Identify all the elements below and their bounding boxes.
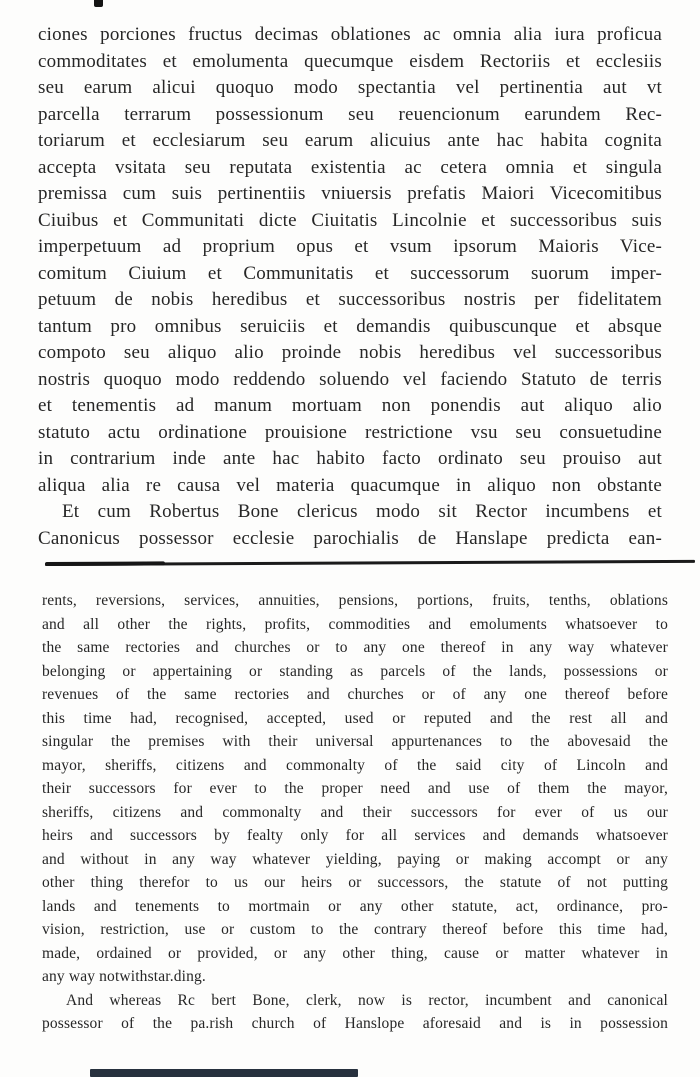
text-line: this time had, recognised, accepted, used or reputed and the rest all and — [42, 709, 668, 727]
text-line: aliqua alia re causa vel materia quacumque in aliquo non obstante — [38, 474, 662, 496]
text-line: singular the premises with their universal appurtenances to the abovesaid the — [42, 733, 668, 750]
text-line: seu earum alicui quoquo modo spectantia vel pertinentia aut vt — [38, 77, 662, 98]
text-line: heirs and successors by fealty only for all services and demands whatsoever — [42, 827, 668, 844]
text-line: nostris quoquo modo reddendo soluendo vel faciendo Statuto de terris — [38, 368, 662, 390]
scan-artifact-bottom-bar — [90, 1069, 358, 1077]
text-line: other thing therefor to us our heirs or successors, the statute of not putting — [42, 874, 668, 891]
text-line: sheriffs, citizens and commonalty and their successors for ever of us our — [42, 803, 668, 821]
text-line: petuum de nobis heredibus et successoribus nostris per fidelitatem — [38, 289, 662, 310]
text-line: premissa cum suis pertinentiis vniuersis prefatis Maiori Vicecomitibus — [38, 183, 662, 204]
text-line: Ciuibus et Communitati dicte Ciuitatis Lincolnie et successoribus suis — [38, 209, 662, 231]
text-line: revenues of the same rectories and churches or of any one thereof before — [42, 686, 668, 703]
english-translation-block — [42, 589, 668, 1036]
text-line: compoto seu aliquo alio proinde nobis heredibus vel successoribus — [38, 342, 662, 363]
text-line: toriarum et ecclesiarum seu earum alicuius ante hac habita cognita — [38, 130, 662, 151]
text-line: tantum pro omnibus seruiciis et demandis quibuscunque et absque — [38, 315, 662, 337]
text-line: Canonicus possessor ecclesie parochialis de Hanslape predicta ean- — [38, 527, 662, 549]
text-line: in contrarium inde ante hac habito facto ordinato seu prouiso aut — [38, 448, 662, 469]
section-divider-rule — [45, 560, 695, 566]
scan-artifact-top-speck — [94, 0, 103, 7]
text-line: possessor of the pa.rish church of Hanslope aforesaid and is in possession — [42, 1015, 668, 1032]
text-line: parcella terrarum possessionum seu reuencionum earundem Rec- — [38, 103, 662, 125]
text-line: commoditates et emolumenta quecumque eisdem Rectoriis et ecclesiis — [38, 50, 662, 72]
text-line: rents, reversions, services, annuities, pensions, portions, fruits, tenths, oblations — [42, 592, 668, 609]
text-line: Et cum Robertus Bone clericus modo sit Rector incumbens et — [62, 501, 662, 522]
latin-text-block — [38, 22, 662, 552]
text-line: et tenementis ad manum mortuam non ponendis aut aliquo alio — [38, 395, 662, 416]
text-line: ciones porciones fructus decimas oblationes ac omnia alia iura proficua — [38, 24, 662, 45]
text-line: vision, restriction, use or custom to the contrary thereof before this time had, — [42, 921, 668, 938]
text-line: And whereas Rc bert Bone, clerk, now is rector, incumbent and canonical — [66, 991, 668, 1009]
text-line: and without in any way whatever yielding, paying or making accompt or any — [42, 850, 668, 868]
text-line: made, ordained or provided, or any other thing, cause or matter whatever in — [42, 944, 668, 962]
text-line: and all other the rights, profits, commodities and emoluments whatsoever to — [42, 615, 668, 633]
text-line: mayor, sheriffs, citizens and commonalty of the said city of Lincoln and — [42, 756, 668, 774]
text-line: accepta vsitata seu reputata existentia ac cetera omnia et singula — [38, 156, 662, 178]
text-line: any way notwithstar.ding. — [42, 968, 206, 985]
text-line: belonging or appertaining or standing as parcels of the lands, possessions or — [42, 662, 668, 680]
text-line: lands and tenements to mortmain or any other statute, act, ordinance, pro- — [42, 897, 668, 915]
text-line: comitum Ciuium et Communitatis et successorum suorum imper- — [38, 262, 662, 284]
text-line: imperpetuum ad proprium opus et vsum ipsorum Maioris Vice- — [38, 236, 662, 257]
text-line: statuto actu ordinatione prouisione restrictione vsu seu consuetudine — [38, 421, 662, 443]
text-line: their successors for ever to the proper need and use of them the mayor, — [42, 780, 668, 797]
text-line: the same rectories and churches or to any one thereof in any way whatever — [42, 639, 668, 656]
